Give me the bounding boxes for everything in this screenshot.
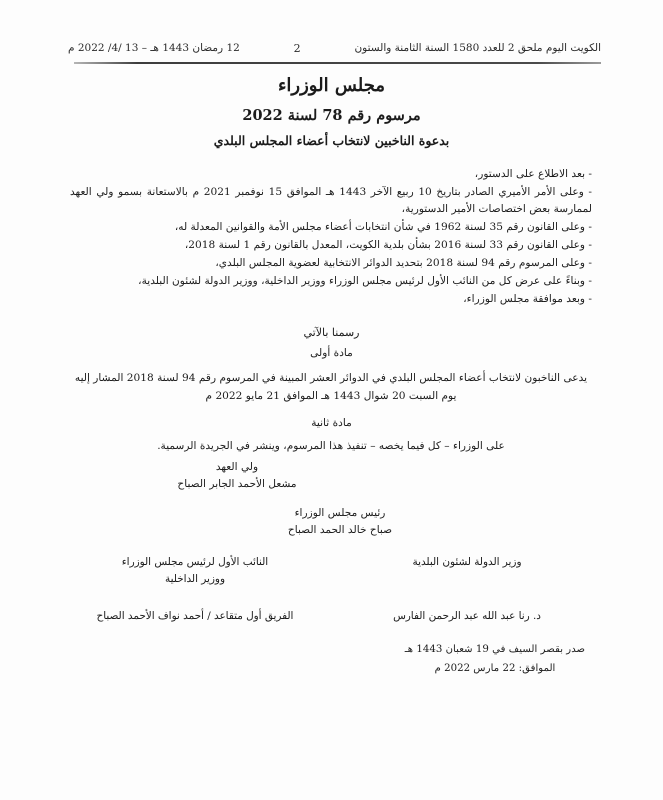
issuance-gregorian-date: الموافق: 22 مارس 2022 م [434, 663, 556, 674]
masthead-date-line: 12 رمضان 1443 هـ – 13 /4/ 2022 م [68, 42, 240, 54]
municipal-minister-name: د. رنا عبد الله عبد الرحمن الفارس [393, 610, 541, 622]
minister-signature-row [70, 554, 592, 625]
article-one-text: يدعى الناخبون لانتخاب أعضاء المجلس البلدي في الدوائر العشر المبينة في المرسوم رقم 94 لسنة 2018 المشار إليه يوم السبت 20 شوال 1443 هـ الموافق 21 مايو 2022 م [74, 372, 588, 402]
municipal-minister-role: وزير الدولة لشئون البلدية [412, 556, 522, 568]
signature-municipal-minister [342, 554, 592, 625]
issuance-place-date: صدر بقصر السيف في 19 شعبان 1443 هـ [404, 644, 586, 655]
preamble-clause: - وبناءً على عرض كل من النائب الأول لرئيس مجلس الوزراء ووزير الداخلية، ووزير الدولة لشئون البلدية، [138, 274, 592, 287]
page-number: 2 [293, 41, 301, 55]
preamble-clause: - وعلى القانون رقم 35 لسنة 1962 في شأن انتخابات أعضاء مجلس الأمة والقوانين المعدلة له، [174, 221, 592, 234]
prime-minister-name: صباح خالد الحمد الصباح [287, 524, 393, 536]
article-one-label: مادة أولى [310, 347, 353, 359]
first-deputy-name: الفريق أول متقاعد / أحمد نواف الأحمد الصباح [96, 610, 294, 622]
signature-prime-minister [205, 505, 475, 539]
signature-first-deputy [70, 554, 320, 625]
preamble-clause: - وبعد موافقة مجلس الوزراء، [463, 292, 592, 305]
header-divider [74, 62, 601, 64]
masthead-issue-line: الكويت اليوم ملحق 2 للعدد 1580 السنة الثامنة والستون [354, 42, 601, 54]
article-two-label: مادة ثانية [311, 417, 352, 429]
decree-number: مرسوم رقم 78 لسنة 2022 [242, 107, 421, 124]
crown-prince-role: ولي العهد [215, 461, 259, 473]
issuance-block [380, 640, 610, 678]
decree-subject: بدعوة الناخبين لانتخاب أعضاء المجلس البلدي [213, 133, 450, 148]
page-title: مجلس الوزراء [277, 75, 386, 96]
preamble-clause: - وعلى الأمر الأميري الصادر بتاريخ 10 ربيع الآخر 1443 هـ الموافق 15 نوفمبر 2021 م بالاستعانة بسمو ولي العهد لممارسة بعض اختصاصات الأمير الدستورية، [70, 185, 592, 216]
first-deputy-role-line1: النائب الأول لرئيس مجلس الوزراء [121, 556, 269, 568]
article-two-text: على الوزراء – كل فيما يخصه – تنفيذ هذا المرسوم، وينشر في الجريدة الرسمية. [157, 440, 505, 452]
preamble-section [70, 166, 592, 309]
running-head [68, 38, 601, 58]
crown-prince-name: مشعل الأحمد الجابر الصباح [177, 478, 297, 490]
preamble-clause: - وعلى القانون رقم 33 لسنة 2016 بشأن بلدية الكويت، المعدل بالقانون رقم 1 لسنة 2018، [184, 239, 592, 252]
prime-minister-role: رئيس مجلس الوزراء [294, 507, 386, 519]
preamble-clause: - وعلى المرسوم رقم 94 لسنة 2018 بتحديد الدوائر الانتخابية لعضوية المجلس البلدي، [215, 257, 592, 270]
preamble-clause: - بعد الاطلاع على الدستور، [474, 168, 592, 180]
first-deputy-role-line2: ووزير الداخلية [165, 573, 225, 585]
enactment-phrase: رسمنا بالآتي [303, 326, 360, 339]
signature-crown-prince [122, 459, 352, 493]
